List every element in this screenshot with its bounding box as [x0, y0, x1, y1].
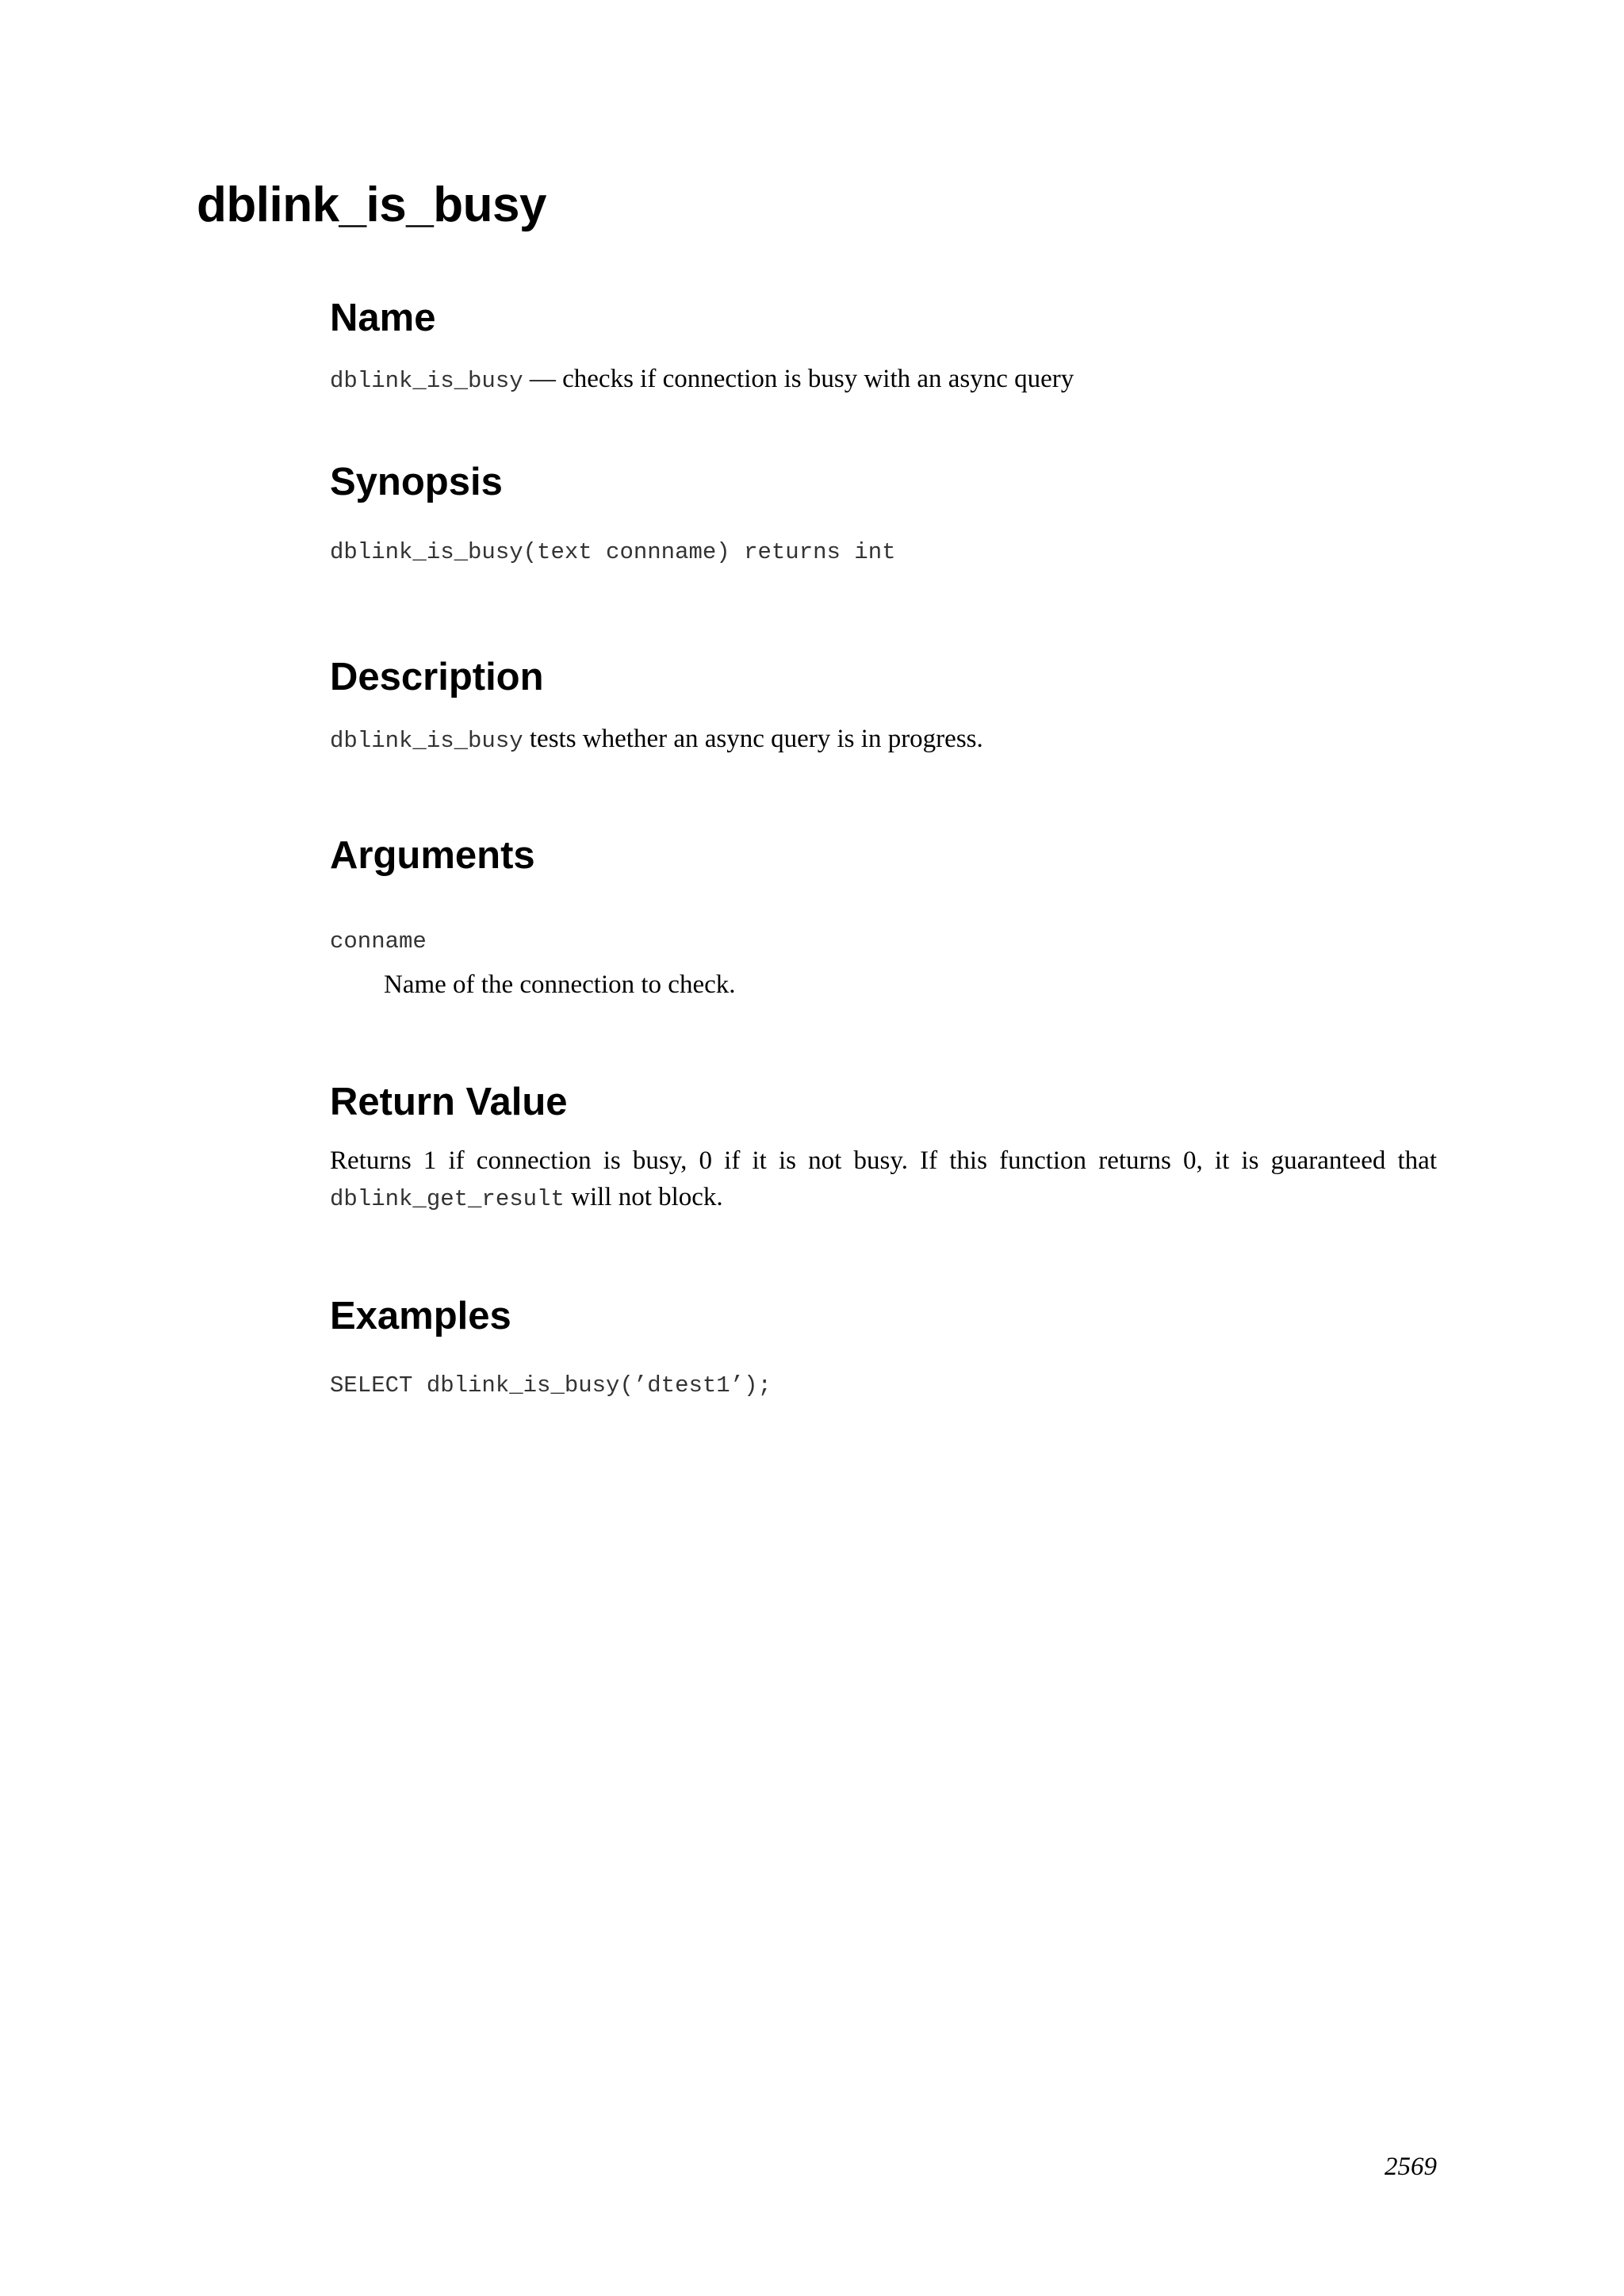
example-code: SELECT dblink_is_busy(’dtest1’); — [330, 1372, 772, 1399]
synopsis-heading: Synopsis — [330, 461, 503, 503]
function-purpose: — checks if connection is busy with an async query — [529, 365, 1074, 393]
return-value-text-after: will not block. — [571, 1183, 723, 1211]
return-value-heading: Return Value — [330, 1081, 568, 1123]
examples-heading: Examples — [330, 1295, 511, 1337]
description-function: dblink_is_busy — [330, 728, 523, 754]
page-number: 2569 — [1385, 2152, 1437, 2181]
return-value-text — [330, 1142, 1437, 1218]
name-heading: Name — [330, 297, 436, 339]
function-name: dblink_is_busy — [330, 368, 523, 394]
argument-term: conname — [330, 928, 427, 955]
argument-definition: Name of the connection to check. — [384, 970, 736, 999]
return-value-text-before: Returns 1 if connection is busy, 0 if it is not busy. If this function returns 0, it is guaranteed that — [330, 1146, 1437, 1175]
name-line — [330, 366, 1074, 392]
description-body: tests whether an async query is in progress. — [529, 725, 983, 753]
arguments-heading: Arguments — [330, 834, 535, 877]
description-heading: Description — [330, 656, 544, 698]
page-title: dblink_is_busy — [197, 178, 546, 232]
return-value-function: dblink_get_result — [330, 1186, 565, 1212]
description-text — [330, 726, 983, 752]
synopsis-code: dblink_is_busy(text connname) returns int — [330, 539, 896, 565]
